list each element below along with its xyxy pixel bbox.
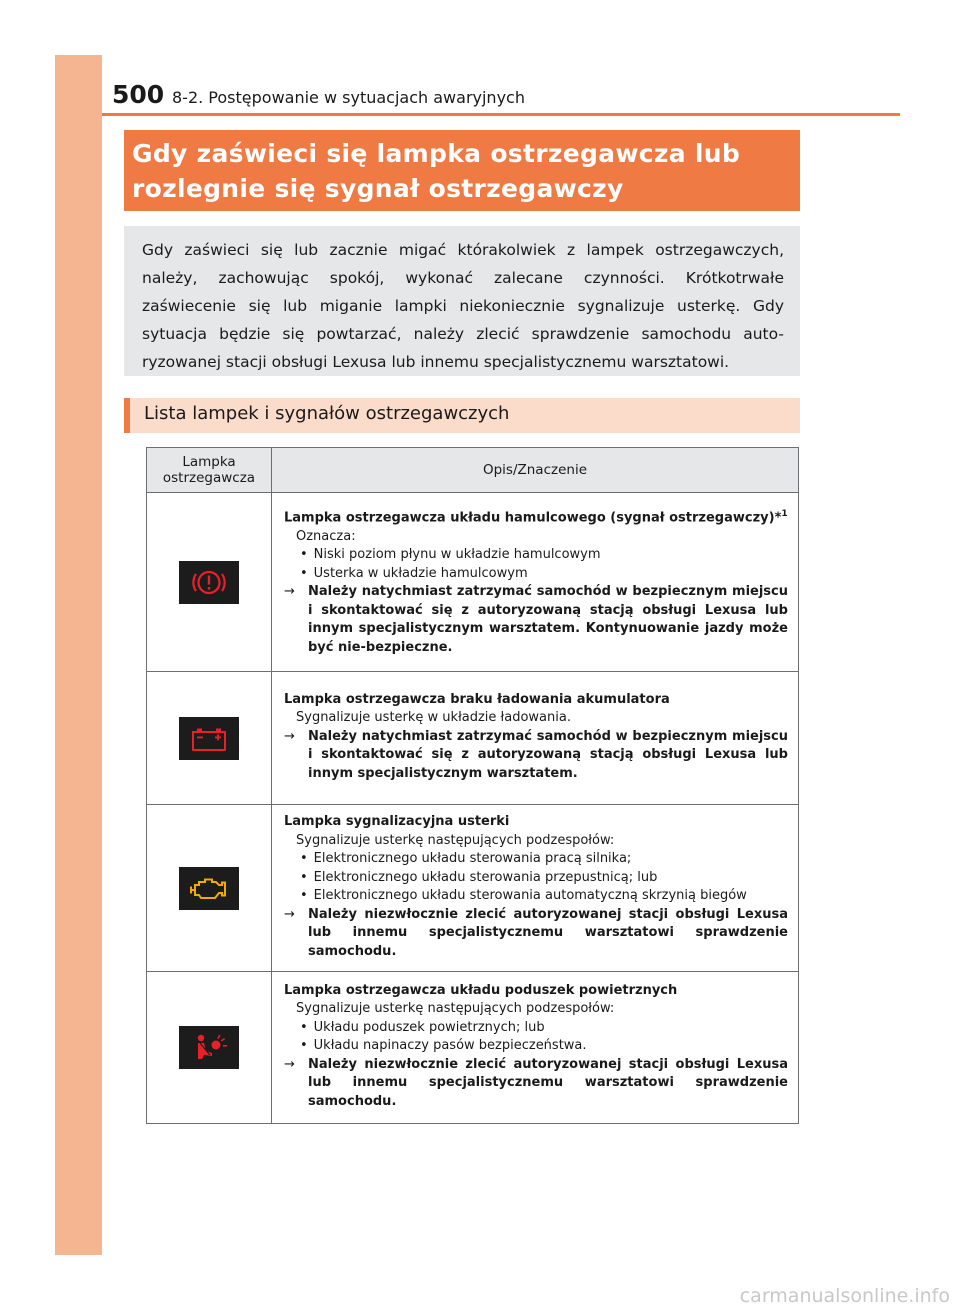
lamp-meaning: Sygnalizuje usterkę następujących podzespołów: xyxy=(296,1001,615,1017)
lamp-title: Lampka ostrzegawcza układu poduszek powietrznych xyxy=(284,982,678,998)
lamp-title: Lampka sygnalizacyjna usterki xyxy=(284,814,510,829)
footnote-mark: 1 xyxy=(781,508,788,519)
side-strip xyxy=(55,55,102,1255)
table-row xyxy=(147,805,799,972)
intro-box xyxy=(124,226,800,376)
intro-line: zaświecenie się lub miganie lampki niekoniecznie sygnalizuje usterkę. Gdy xyxy=(142,297,784,315)
warning-lamp-table xyxy=(146,447,799,1124)
arrow-icon: → xyxy=(284,584,295,600)
lamp-title xyxy=(284,505,788,528)
lamp-cell xyxy=(147,493,272,672)
bullet-item: • Elektronicznego układu sterowania automatyczną skrzynią biegów xyxy=(284,887,788,906)
page-number: 500 xyxy=(112,80,165,109)
intro-line: sytuacja będzie się powtarzać, należy zlecić sprawdzenie samochodu auto- xyxy=(142,325,784,343)
bullet-item: • Układu napinaczy pasów bezpieczeństwa. xyxy=(284,1037,788,1056)
lamp-action xyxy=(284,728,788,784)
lamp-meaning: Oznacza: xyxy=(296,528,356,544)
lamp-action xyxy=(284,1056,788,1112)
lamp-title-text: Lampka ostrzegawcza układu hamulcowego (sygnał ostrzegawczy)* xyxy=(284,510,782,526)
watermark: carmanualsonline.info xyxy=(739,1285,950,1307)
intro-line: Gdy zaświeci się lub zacznie migać którakolwiek z lampek ostrzegawczych, xyxy=(142,241,784,259)
header-lamp-line: ostrzegawcza xyxy=(162,470,256,486)
bullet-item: • Usterka w układzie hamulcowym xyxy=(284,565,788,584)
header-lamp xyxy=(147,448,272,493)
bullet-item: • Niski poziom płynu w układzie hamulcowym xyxy=(284,546,788,565)
bullet-item: • Elektronicznego układu sterowania pracą silnika; xyxy=(284,850,788,869)
lamp-action-text: Należy natychmiast zatrzymać samochód w bezpiecznym miejscu i skontaktować się z autoryzowaną stacją obsługi Lexusa lub innym specjalistycznym warsztatem. xyxy=(308,728,788,781)
section-title-line: Gdy zaświeci się lampka ostrzegawcza lub xyxy=(132,139,741,168)
lamp-meaning: Sygnalizuje usterkę w układzie ładowania. xyxy=(296,710,571,726)
airbag-warning-icon xyxy=(179,1026,239,1069)
header-description: Opis/Znaczenie xyxy=(272,448,799,493)
chapter-title: 8-2. Postępowanie w sytuacjach awaryjnych xyxy=(172,88,525,107)
lamp-action-text: Należy niezwłocznie zlecić autoryzowanej stacji obsługi Lexusa lub innemu specjalistycznemu warsztatowi sprawdzenie samochodu. xyxy=(308,906,788,959)
lamp-cell xyxy=(147,972,272,1124)
header-rule xyxy=(102,113,900,116)
check-engine-icon xyxy=(179,867,239,910)
subheading: Lista lampek i sygnałów ostrzegawczych xyxy=(124,398,800,433)
arrow-icon: → xyxy=(284,1056,295,1072)
description-cell xyxy=(272,972,799,1124)
table-header-row xyxy=(147,448,799,493)
header-lamp-line: Lampka xyxy=(182,454,236,470)
brake-warning-icon xyxy=(179,561,239,604)
lamp-action xyxy=(284,583,788,657)
section-banner xyxy=(124,130,800,211)
description-cell xyxy=(272,672,799,805)
description-cell xyxy=(272,805,799,972)
lamp-action-text: Należy natychmiast zatrzymać samochód w bezpiecznym miejscu i skontaktować się z autoryzowaną stacją obsługi Lexusa lub innym specjalistycznym warsztatem. Kontynuowanie jazdy może być nie-bezpieczne. xyxy=(308,584,788,655)
arrow-icon: → xyxy=(284,728,295,744)
arrow-icon: → xyxy=(284,906,295,922)
lamp-cell xyxy=(147,805,272,972)
description-cell xyxy=(272,493,799,672)
lamp-title: Lampka ostrzegawcza braku ładowania akumulatora xyxy=(284,691,670,707)
lamp-action-text: Należy niezwłocznie zlecić autoryzowanej stacji obsługi Lexusa lub innemu specjalistycznemu warsztatowi sprawdzenie samochodu. xyxy=(308,1056,788,1109)
table-row xyxy=(147,972,799,1124)
table-row xyxy=(147,672,799,805)
table-row xyxy=(147,493,799,672)
lamp-meaning: Sygnalizuje usterkę następujących podzespołów: xyxy=(296,832,615,848)
bullet-item: • Układu poduszek powietrznych; lub xyxy=(284,1019,788,1038)
lamp-cell xyxy=(147,672,272,805)
bullet-item: • Elektronicznego układu sterowania przepustnicą; lub xyxy=(284,869,788,888)
section-title-line: rozlegnie się sygnał ostrzegawczy xyxy=(132,174,624,203)
lamp-action xyxy=(284,906,788,962)
intro-line: należy, zachowując spokój, wykonać zalecane czynności. Krótkotrwałe xyxy=(142,269,784,287)
intro-line: ryzowanej stacji obsługi Lexusa lub innemu specjalistycznemu warsztatowi. xyxy=(142,353,730,371)
battery-charge-icon xyxy=(179,717,239,760)
